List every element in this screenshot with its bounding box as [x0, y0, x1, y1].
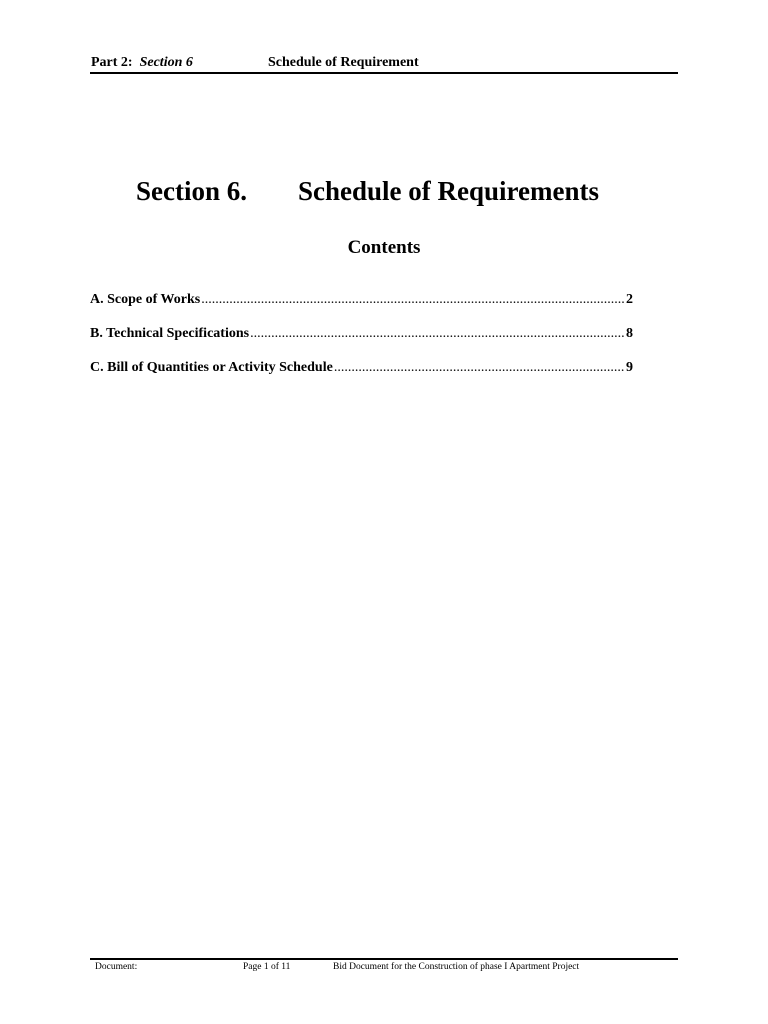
section-name: Schedule of Requirements: [298, 176, 599, 206]
toc-entry-label: B. Technical Specifications: [90, 326, 250, 341]
header-title: Schedule of Requirement: [268, 55, 419, 70]
toc-entry-page: 2: [626, 292, 633, 307]
page-header: [90, 55, 678, 73]
toc-entry-page: 9: [626, 360, 633, 375]
header-part-label: Part 2:: [91, 55, 133, 70]
toc-dot-leader: [250, 326, 625, 342]
header-section-label: Section 6: [139, 55, 193, 70]
header-part: [91, 55, 193, 71]
toc-entry-label: A. Scope of Works: [90, 292, 201, 307]
footer-description: Bid Document for the Construction of phase I Apartment Project: [333, 962, 580, 972]
contents-heading: Contents: [347, 237, 421, 258]
header-divider: [90, 72, 678, 74]
footer-document-label: Document:: [95, 962, 138, 972]
toc-entry-bill-of-quantities[interactable]: [90, 360, 633, 394]
table-of-contents: [90, 292, 633, 394]
footer-page-number: Page 1 of 11: [243, 962, 291, 972]
section-number: Section 6.: [136, 176, 247, 206]
toc-entry-page: 8: [626, 326, 633, 341]
toc-dot-leader: [334, 360, 625, 376]
page-footer: [90, 962, 678, 976]
footer-divider: [90, 958, 678, 960]
toc-entry-scope-of-works[interactable]: [90, 292, 633, 326]
toc-entry-technical-specifications[interactable]: [90, 326, 633, 360]
toc-dot-leader: [201, 292, 625, 308]
toc-entry-label: C. Bill of Quantities or Activity Schedule: [90, 360, 333, 375]
